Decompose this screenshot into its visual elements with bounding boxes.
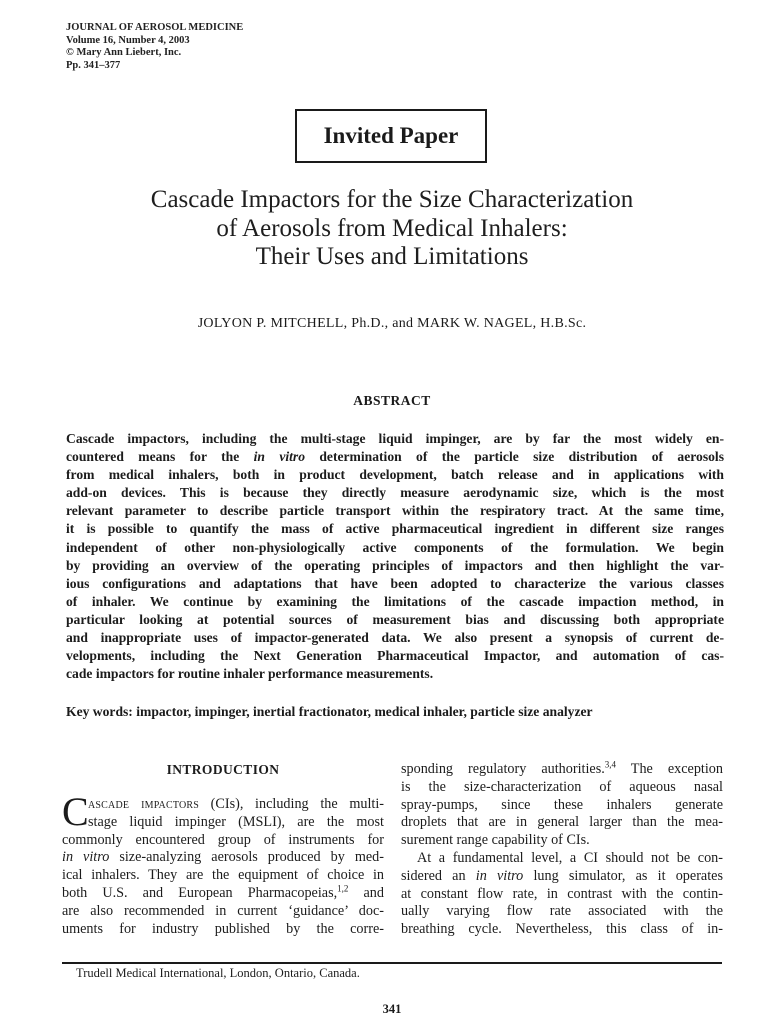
right-column — [401, 761, 723, 939]
body-line — [62, 849, 384, 867]
paper-title — [60, 186, 724, 272]
abstract-line: add-on devices. This is because they directly measure aerodynamic size, which is the most — [66, 485, 724, 501]
body-line: are also recommended in current ‘guidance’ doc- — [62, 902, 384, 919]
smallcaps-lead: ascade impactors — [88, 796, 200, 812]
abstract-line — [66, 448, 724, 466]
journal-name: JOURNAL OF AEROSOL MEDICINE — [66, 22, 244, 33]
abstract-line: by providing an overview of the operating principles of impactors and then highlight the var- — [66, 557, 724, 573]
journal-volume: Volume 16, Number 4, 2003 — [66, 34, 190, 46]
body-text: The exception — [616, 761, 723, 777]
abstract-line: relevant parameter to describe particle transport within the respiratory tract. At the same time, — [66, 503, 724, 519]
citation-superscript: 3,4 — [604, 759, 617, 770]
body-text: both U.S. and European Pharmacopeias, — [62, 884, 338, 901]
body-line: At a fundamental level, a CI should not be con- — [417, 849, 723, 866]
body-line: droplets that are in general larger than the mea- — [401, 814, 723, 831]
body-line — [62, 885, 384, 903]
abstract-text: determination of the particle size distribution of aerosols — [305, 449, 724, 465]
body-text: (CIs), including the multi- — [199, 796, 384, 812]
citation-superscript: 1,2 — [337, 883, 349, 894]
drop-cap: C — [62, 789, 89, 834]
journal-pages: Pp. 341–377 — [66, 59, 121, 71]
footnote-divider — [62, 962, 722, 964]
title-line: of Aerosols from Medical Inhalers: — [216, 214, 568, 242]
article-type-box — [295, 109, 487, 163]
body-text: sidered an — [401, 867, 476, 884]
introduction-paragraph — [62, 789, 384, 938]
abstract-line: of inhaler. We continue by examining the limitations of the cascade impaction method, in — [66, 593, 724, 609]
body-line — [62, 796, 384, 814]
abstract-line: Cascade impactors, including the multi-stage liquid impinger, are by far the most widely en- — [66, 431, 724, 446]
abstract-line: cade impactors for routine inhaler performance measurements. — [66, 666, 434, 682]
title-line: Cascade Impactors for the Size Characterization — [150, 186, 634, 213]
authors: JOLYON P. MITCHELL, Ph.D., and MARK W. NAGEL, H.B.Sc. — [197, 316, 587, 331]
body-line — [401, 761, 723, 779]
abstract-line: ious configurations and adaptations that have been adopted to characterize the various classes — [66, 575, 724, 591]
body-line: commonly encountered group of instruments for — [62, 831, 384, 848]
article-type-label: Invited Paper — [323, 123, 459, 148]
abstract-line: it is possible to quantify the mass of active pharmaceutical ingredient in different size ranges — [66, 521, 724, 537]
body-line: ical inhalers. They are the equipment of choice in — [62, 867, 384, 884]
body-italic: in vitro — [475, 867, 524, 884]
body-line: ually varying flow rate associated with the — [401, 903, 723, 920]
body-line: breathing cycle. Nevertheless, this class of in- — [401, 921, 723, 938]
abstract-body — [66, 430, 724, 683]
abstract-text: countered means for the — [66, 449, 254, 465]
body-text: size-analyzing aerosols produced by med- — [109, 849, 384, 866]
body-line: stage liquid impinger (MSLI), are the most — [88, 813, 384, 830]
keywords: Key words: impactor, impinger, inertial fractionator, medical inhaler, particle size analyzer — [66, 704, 593, 719]
body-text: lung simulator, as it operates — [523, 867, 723, 884]
page-number: 341 — [382, 1002, 402, 1016]
abstract-line: independent of other non-physiologically active components of the formulation. We begin — [66, 539, 724, 555]
body-text: sponding regulatory authorities. — [401, 761, 605, 777]
abstract-line: velopments, including the Next Generation Pharmaceutical Impactor, and automation of cas- — [66, 648, 724, 664]
affiliation-footnote: Trudell Medical International, London, Ontario, Canada. — [76, 966, 360, 980]
body-text: and — [348, 884, 384, 901]
body-line: uments for industry published by the corre- — [62, 920, 384, 937]
abstract-italic: in vitro — [253, 449, 305, 465]
journal-header — [66, 22, 243, 72]
abstract-line: and inappropriate uses of impactor-generated data. We also present a synopsis of current de- — [66, 630, 724, 646]
left-column — [62, 761, 384, 938]
body-line: spray-pumps, since these inhalers generate — [401, 796, 723, 813]
introduction-heading: INTRODUCTION — [166, 762, 280, 777]
body-line: at constant flow rate, in contrast with the contin- — [401, 885, 723, 902]
body-line: surement range capability of CIs. — [401, 832, 590, 849]
body-line: is the size-characterization of aqueous nasal — [401, 778, 723, 795]
body-line — [401, 868, 723, 886]
abstract-line: from medical inhalers, both in product development, batch release and in applications with — [66, 467, 724, 483]
title-line: Their Uses and Limitations — [255, 243, 529, 270]
abstract-line: particular looking at potential sources of measurement bias and discussing both appropriate — [66, 611, 724, 627]
body-italic: in vitro — [62, 849, 110, 866]
journal-publisher: © Mary Ann Liebert, Inc. — [66, 47, 182, 58]
abstract-heading: ABSTRACT — [353, 393, 431, 408]
